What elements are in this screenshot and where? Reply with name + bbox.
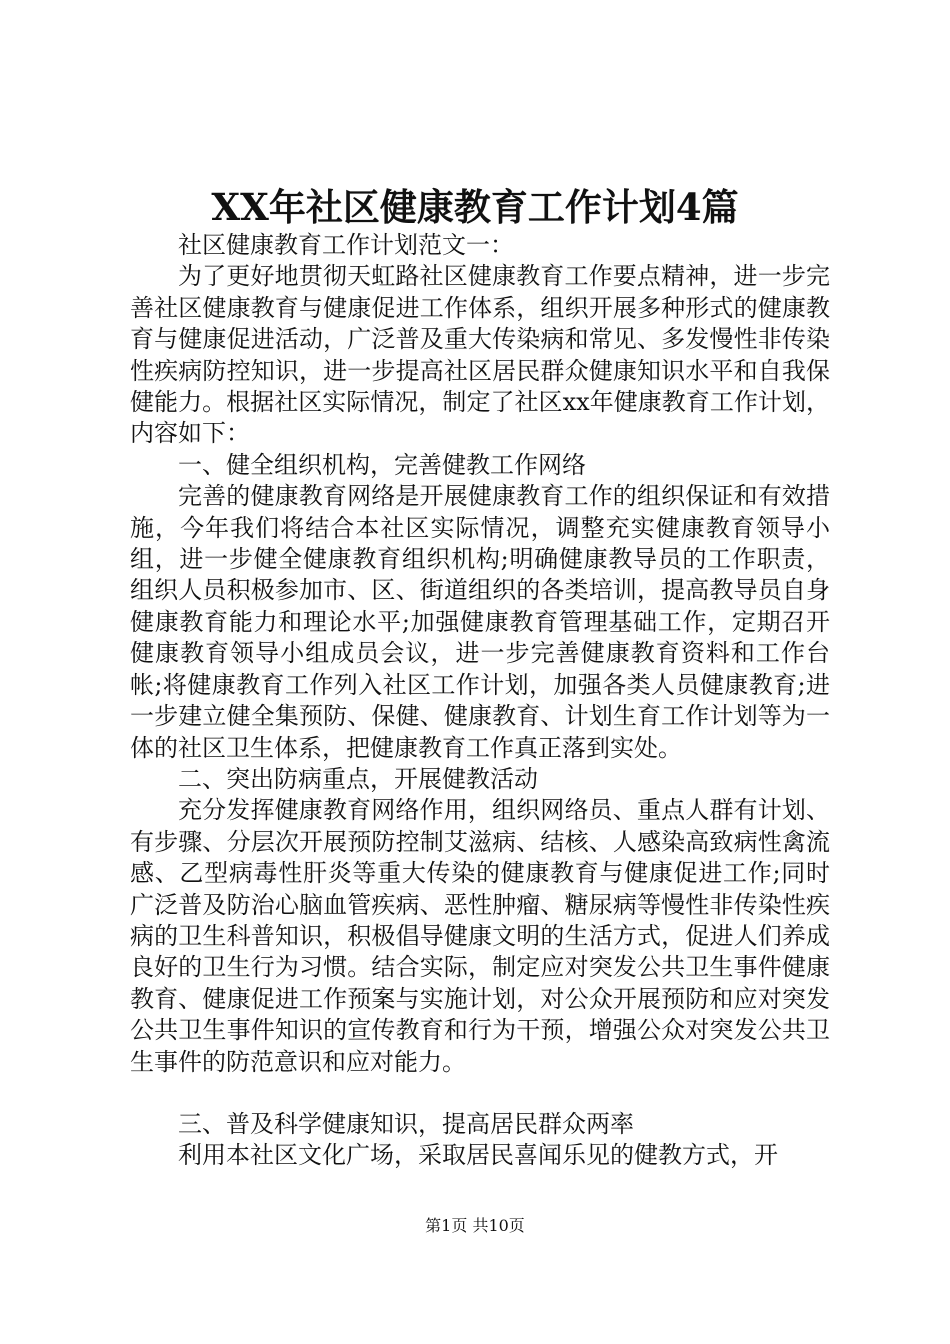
document-body [130,230,830,1172]
paragraph-section-1: 完善的健康教育网络是开展健康教育工作的组织保证和有效措施，今年我们将结合本社区实际情况，调整充实健康教育领导小组，进一步健全健康教育组织机构;明确健康教导员的工作职责，组织人员积极参加市、区、街道组织的各类培训，提高教导员自身健康教育能力和理论水平;加强健康教育管理基础工作，定期召开健康教育领导小组成员会议，进一步完善健康教育资料和工作台帐;将健康教育工作列入社区工作计划，加强各类人员健康教育;进一步建立健全集预防、保健、健康教育、计划生育工作计划等为一体的社区卫生体系，把健康教育工作真正落到实处。 [130,482,830,762]
page-footer: 第1页 共10页 [425,1216,525,1235]
paragraph-section-2: 充分发挥健康教育网络作用，组织网络员、重点人群有计划、有步骤、分层次开展预防控制艾滋病、结核、人感染高致病性禽流感、乙型病毒性肝炎等重大传染的健康教育与健康促进工作;同时广泛普及防治心脑血管疾病、恶性肿瘤、糖尿病等慢性非传染性疾病的卫生科普知识，积极倡导健康文明的生活方式，促进人们养成良好的卫生行为习惯。结合实际，制定应对突发公共卫生事件健康教育、健康促进工作预案与实施计划，对公众开展预防和应对突发公共卫生事件知识的宣传教育和行为干预，增强公众对突发公共卫生事件的防范意识和应对能力。 [130,796,830,1076]
paragraph-purpose: 为了更好地贯彻天虹路社区健康教育工作要点精神，进一步完善社区健康教育与健康促进工作体系，组织开展多种形式的健康教育与健康促进活动，广泛普及重大传染病和常见、多发慢性非传染性疾病防控知识，进一步提高社区居民群众健康知识水平和自我保健能力。根据社区实际情况，制定了社区xx年健康教育工作计划，内容如下： [130,262,830,448]
section-heading-3: 三、普及科学健康知识，提高居民群众两率 [178,1109,634,1138]
paragraph-intro: 社区健康教育工作计划范文一： [178,231,514,259]
section-heading-2: 二、突出防病重点，开展健教活动 [178,764,538,793]
document-title: XX年社区健康教育工作计划4篇 [211,185,739,229]
paragraph-spacer [130,1078,830,1109]
paragraph-section-3: 利用本社区文化广场，采取居民喜闻乐见的健教方式，开 [178,1141,778,1170]
section-heading-1: 一、健全组织机构，完善健教工作网络 [178,450,586,479]
